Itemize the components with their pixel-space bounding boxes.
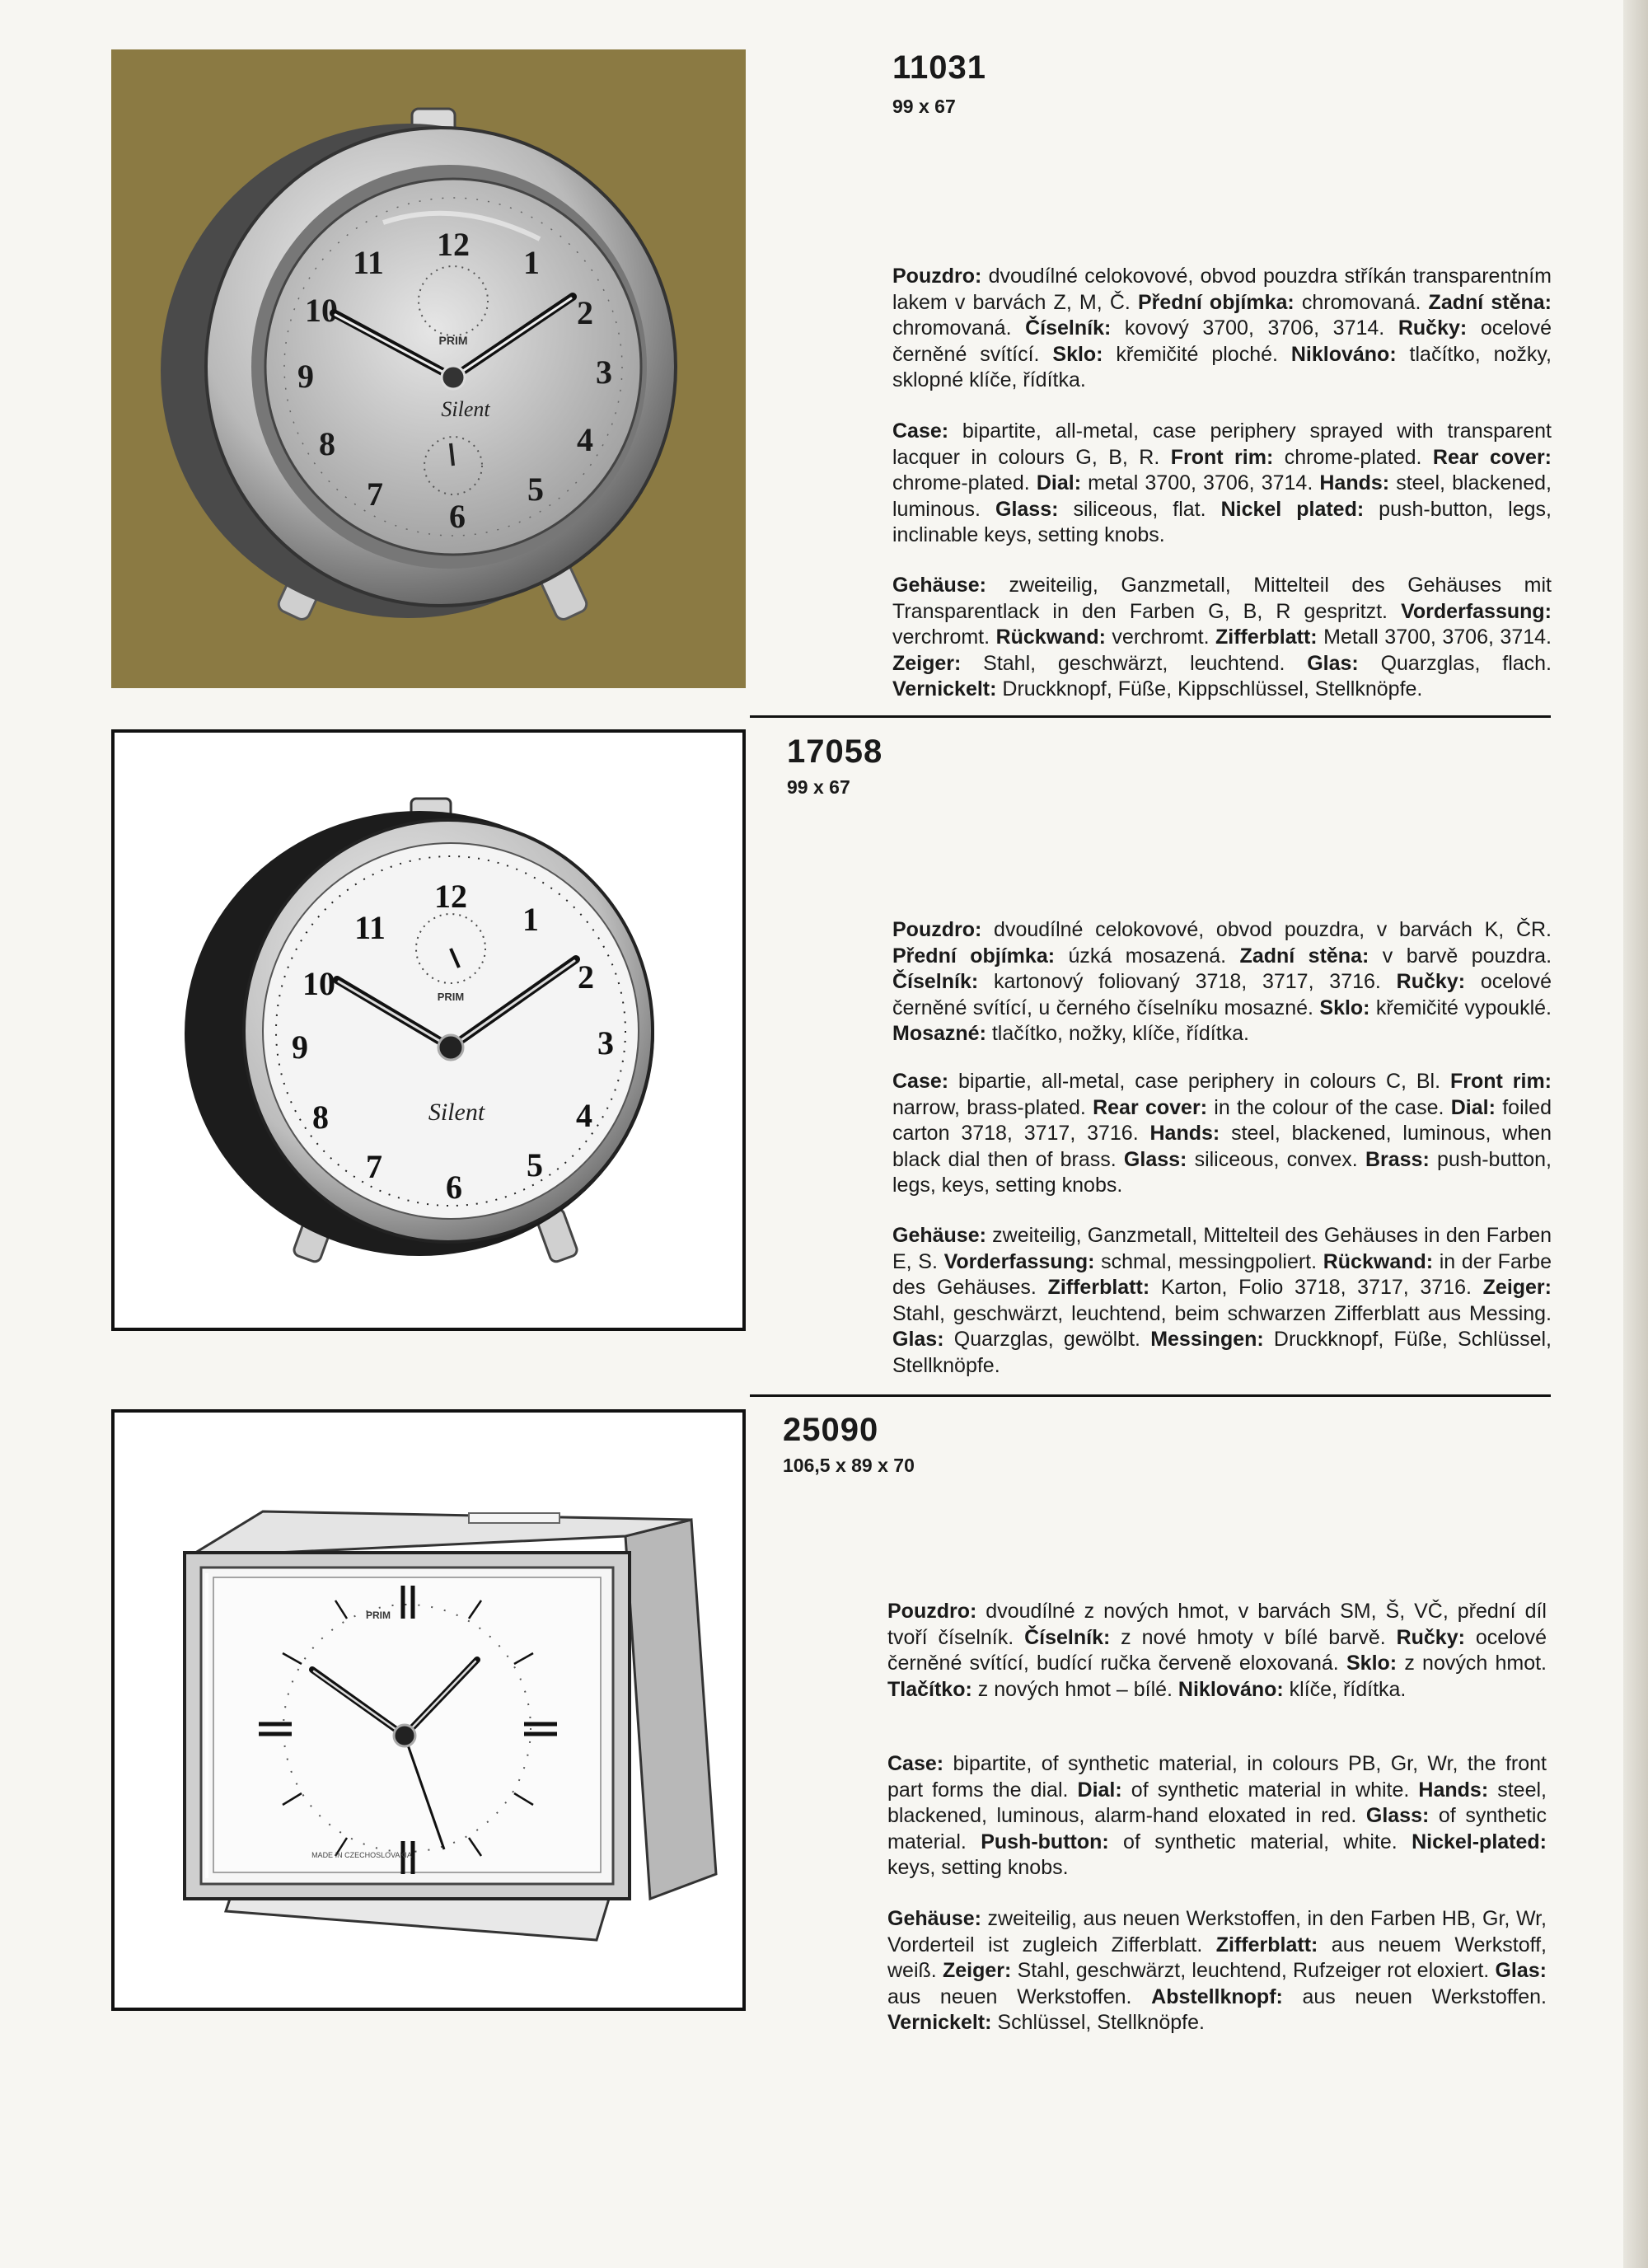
- paragraph-cz: [892, 917, 1552, 1047]
- text: siliceous, flat.: [1058, 497, 1221, 521]
- product-dimensions: 99 x 67: [787, 776, 850, 798]
- text: Quarzglas, gewölbt.: [943, 1328, 1151, 1351]
- description-en: [887, 1751, 1547, 1881]
- dial-numeral-12: 12: [437, 226, 470, 263]
- label: Glass:: [995, 497, 1059, 521]
- text: Metall 3700, 3706, 3714.: [1317, 626, 1552, 649]
- text: křemičité vypouklé.: [1369, 996, 1552, 1019]
- paragraph-en: [887, 1751, 1547, 1881]
- dial-numeral-5: 5: [527, 471, 544, 508]
- dial-numeral-10: 10: [302, 965, 335, 1002]
- text: křemičité ploché.: [1103, 342, 1291, 366]
- text: of synthetic material.: [887, 1804, 1547, 1853]
- label: Přední objímka:: [1137, 290, 1295, 314]
- label: Niklováno:: [1177, 1677, 1284, 1701]
- text: push-button, legs, inclinable keys, setting knobs.: [892, 497, 1552, 546]
- clock-illustration-11031: [111, 49, 746, 688]
- text: zweiteilig, Ganzmetall, Mittelteil des Gehäuses in den Farben E, S.: [892, 1224, 1552, 1273]
- text: chrome-plated.: [1273, 445, 1433, 469]
- text: schmal, messingpoliert.: [1094, 1249, 1323, 1273]
- text: verchromt.: [1105, 626, 1216, 649]
- label: Přední objímka:: [892, 944, 1056, 968]
- dial-numeral-2: 2: [578, 958, 594, 996]
- label: Rückwand:: [1323, 1249, 1434, 1273]
- label: Abstellknopf:: [1151, 1984, 1283, 2008]
- label: Zeiger:: [942, 1959, 1012, 1982]
- label: Číselník:: [892, 970, 979, 993]
- dial-numeral-9: 9: [297, 358, 314, 395]
- dial-signature: Silent: [428, 1099, 485, 1126]
- text: aus neuen Werkstoffen.: [887, 1984, 1152, 2008]
- label: Brass:: [1365, 1147, 1430, 1171]
- product-photo-17058: [111, 729, 746, 1331]
- label: Ručky:: [1398, 316, 1468, 340]
- text: keys, setting knobs.: [887, 1856, 1069, 1879]
- dial-numeral-12: 12: [434, 878, 467, 915]
- label: Gehäuse:: [892, 1224, 986, 1247]
- dial-numeral-1: 1: [522, 901, 539, 938]
- label: Messingen:: [1150, 1328, 1264, 1351]
- dial-numeral-4: 4: [576, 1097, 592, 1134]
- label: Zeiger:: [1482, 1276, 1552, 1299]
- product-dimensions: 106,5 x 89 x 70: [783, 1455, 915, 1476]
- text: tlačítko, nožky, sklopné klíče, řídítka.: [892, 342, 1552, 391]
- label: Hands:: [1149, 1122, 1220, 1145]
- label: Vorderfassung:: [1401, 599, 1552, 623]
- label: Rear cover:: [1432, 445, 1552, 469]
- text: kovový 3700, 3706, 3714.: [1111, 316, 1398, 340]
- text: Druckknopf, Füße, Kippschlüssel, Stellknöpfe.: [996, 677, 1423, 701]
- text: z nové hmoty v bílé barvě.: [1110, 1625, 1397, 1649]
- text: zweiteilig, aus neuen Werkstoffen, in den Farben HB, Gr, Wr, Vorderteil ist zugleich Zifferblatt.: [887, 1907, 1547, 1956]
- section-divider: [750, 715, 1551, 718]
- text: steel, blackened, luminous.: [892, 471, 1552, 521]
- description-de: [892, 1223, 1552, 1379]
- label: Rear cover:: [1093, 1095, 1208, 1119]
- text: Druckknopf, Füße, Schlüssel, Stellknöpfe.: [892, 1328, 1552, 1377]
- text: chromovaná.: [1294, 290, 1429, 314]
- label: Hands:: [1418, 1778, 1489, 1802]
- label: Sklo:: [1319, 996, 1370, 1019]
- text: in the colour of the case.: [1207, 1095, 1451, 1119]
- label: Gehäuse:: [892, 574, 986, 597]
- label: Glas:: [892, 1328, 944, 1351]
- clock-illustration-17058: [115, 733, 742, 1328]
- page-edge: [1623, 0, 1648, 2268]
- dial-numeral-7: 7: [367, 476, 383, 513]
- text: bipartie, all-metal, case periphery in colours C, Bl.: [948, 1070, 1450, 1093]
- text: ocelové černěné svítící.: [892, 316, 1552, 366]
- label: Case:: [892, 419, 949, 443]
- label: Vorderfassung:: [943, 1249, 1095, 1273]
- text: metal 3700, 3706, 3714.: [1081, 471, 1320, 494]
- label: Ručky:: [1396, 970, 1466, 993]
- product-photo-11031: [111, 49, 746, 688]
- text: aus neuen Werkstoffen.: [1282, 1984, 1547, 2008]
- text: z nových hmot – bílé.: [971, 1677, 1178, 1701]
- label: Dial:: [1036, 471, 1082, 494]
- text: dvoudílné celokovové, obvod pouzdra, v barvách K, ČR.: [981, 918, 1552, 941]
- product-dimensions: 99 x 67: [892, 96, 956, 117]
- text: Schlüssel, Stellknöpfe.: [991, 2011, 1205, 2034]
- product-code: 11031: [892, 49, 987, 86]
- dial-numeral-5: 5: [527, 1146, 543, 1183]
- dial-numeral-6: 6: [449, 498, 466, 535]
- text: bipartite, of synthetic material, in colours PB, Gr, Wr, the front part forms the dial.: [887, 1752, 1547, 1802]
- label: Vernickelt:: [887, 2011, 992, 2034]
- text: foiled carton 3718, 3717, 3716.: [892, 1095, 1552, 1145]
- label: Pouzdro:: [892, 918, 982, 941]
- label: Glass:: [1123, 1147, 1187, 1171]
- label: Zeiger:: [892, 651, 962, 675]
- dial-numeral-8: 8: [319, 425, 335, 462]
- description-en: [892, 419, 1552, 549]
- description-cz: [892, 917, 1552, 1047]
- text: Stahl, geschwärzt, leuchtend, Rufzeiger rot eloxiert.: [1011, 1959, 1496, 1982]
- text: Stahl, geschwärzt, leuchtend.: [961, 651, 1308, 675]
- product-code: 25090: [783, 1412, 879, 1448]
- label: Zifferblatt:: [1047, 1276, 1150, 1299]
- paragraph-de: [892, 1223, 1552, 1379]
- text: of synthetic material in white.: [1121, 1778, 1419, 1802]
- dial-footer-text: MADE IN CZECHOSLOVAKIA: [311, 1851, 412, 1859]
- label: Rückwand:: [995, 626, 1106, 649]
- label: Case:: [892, 1070, 949, 1093]
- label: Glas:: [1495, 1959, 1547, 1982]
- description-de: [887, 1906, 1547, 2036]
- dial-numeral-7: 7: [366, 1148, 382, 1185]
- dial-numeral-8: 8: [312, 1099, 329, 1136]
- paragraph-de: [887, 1906, 1547, 2036]
- text: steel, blackened, luminous, when black dial then of brass.: [892, 1122, 1552, 1171]
- text: of synthetic material, white.: [1108, 1830, 1412, 1853]
- dial-numeral-11: 11: [353, 244, 384, 281]
- label: Dial:: [1450, 1095, 1496, 1119]
- label: Push-button:: [981, 1830, 1109, 1853]
- dial-numeral-1: 1: [523, 244, 540, 281]
- text: push-button, legs, keys, setting knobs.: [892, 1147, 1552, 1197]
- paragraph-en: [892, 1069, 1552, 1199]
- label: Gehäuse:: [887, 1907, 981, 1930]
- label: Glass:: [1365, 1804, 1430, 1827]
- label: Zadní stěna:: [1428, 290, 1552, 314]
- text: in der Farbe des Gehäuses.: [892, 1249, 1552, 1299]
- label: Front rim:: [1170, 445, 1274, 469]
- label: Nickel-plated:: [1412, 1830, 1547, 1853]
- text: ocelové černěné svítící, u černého číselníku mosazné.: [892, 970, 1552, 1019]
- dial-numeral-4: 4: [577, 421, 593, 458]
- paragraph-cz: [887, 1599, 1547, 1703]
- label: Sklo:: [1346, 1652, 1398, 1675]
- label: Glas:: [1307, 651, 1359, 675]
- text: kartonový foliovaný 3718, 3717, 3716.: [978, 970, 1397, 993]
- product-photo-25090: [111, 1409, 746, 2011]
- text: siliceous, convex.: [1187, 1147, 1365, 1171]
- description-en: [892, 1069, 1552, 1199]
- text: Quarzglas, flach.: [1358, 651, 1552, 675]
- label: Číselník:: [1024, 1625, 1111, 1649]
- text: chromovaná.: [892, 316, 1026, 340]
- paragraph-en: [892, 419, 1552, 549]
- label: Ručky:: [1396, 1625, 1465, 1649]
- text: z nových hmot.: [1397, 1652, 1547, 1675]
- text: v barvě pouzdra.: [1369, 944, 1552, 968]
- dial-numeral-9: 9: [292, 1029, 308, 1066]
- description-cz: [892, 264, 1552, 394]
- text: verchromt.: [892, 626, 996, 649]
- text: chrome-plated.: [892, 471, 1037, 494]
- label: Zadní stěna:: [1239, 944, 1369, 968]
- label: Pouzdro:: [887, 1600, 977, 1623]
- dial-numeral-3: 3: [596, 354, 612, 391]
- product-code: 17058: [787, 733, 883, 770]
- text: dvoudílné celokovové, obvod pouzdra stříkán transparentním lakem v barvách Z, M, Č.: [892, 265, 1552, 314]
- text: dvoudílné z nových hmot, v barvách SM, Š, VČ, přední díl tvoří číselník.: [887, 1600, 1547, 1649]
- text: steel, blackened, luminous, alarm-hand eloxated in red.: [887, 1778, 1547, 1827]
- label: Dial:: [1077, 1778, 1122, 1802]
- text: aus neuem Werkstoff, weiß.: [887, 1933, 1547, 1982]
- description-cz: [887, 1599, 1547, 1703]
- dial-numeral-3: 3: [597, 1024, 614, 1061]
- label: Číselník:: [1025, 316, 1112, 340]
- label: Zifferblatt:: [1215, 626, 1318, 649]
- text: ocelové černěné svítící, budící ručka červeně eloxovaná.: [887, 1625, 1547, 1675]
- dial-numeral-2: 2: [577, 294, 593, 331]
- text: tlačítko, nožky, klíče, řídítka.: [986, 1022, 1249, 1045]
- text: úzká mosazená.: [1055, 944, 1240, 968]
- paragraph-de: [892, 573, 1552, 703]
- dial-brand-logo: PRIM: [438, 334, 468, 347]
- label: Case:: [887, 1752, 944, 1775]
- text: Karton, Folio 3718, 3717, 3716.: [1149, 1276, 1483, 1299]
- section-divider: [750, 1394, 1551, 1397]
- label: Vernickelt:: [892, 677, 997, 701]
- dial-numeral-10: 10: [305, 292, 338, 329]
- label: Front rim:: [1449, 1070, 1552, 1093]
- text: narrow, brass-plated.: [892, 1095, 1093, 1119]
- paragraph-cz: [892, 264, 1552, 394]
- label: Sklo:: [1052, 342, 1103, 366]
- clock-illustration-25090: [115, 1413, 742, 2008]
- text: klíče, řídítka.: [1283, 1677, 1407, 1701]
- label: Pouzdro:: [892, 265, 982, 288]
- dial-brand-logo: PRIM: [366, 1610, 391, 1621]
- text: Stahl, geschwärzt, leuchtend, beim schwarzen Zifferblatt aus Messing.: [892, 1301, 1552, 1325]
- label: Nickel plated:: [1220, 497, 1365, 521]
- text: zweiteilig, Ganzmetall, Mittelteil des Gehäuses mit Transparentlack in den Farben G, B, R gespritzt.: [892, 574, 1552, 623]
- description-de: [892, 573, 1552, 703]
- label: Zifferblatt:: [1215, 1933, 1318, 1956]
- label: Mosazné:: [892, 1022, 986, 1045]
- dial-numeral-11: 11: [354, 909, 386, 946]
- label: Niklováno:: [1290, 342, 1397, 366]
- label: Tlačítko:: [887, 1677, 972, 1701]
- dial-numeral-6: 6: [446, 1169, 462, 1206]
- label: Hands:: [1319, 471, 1390, 494]
- dial-brand-logo: PRIM: [437, 991, 465, 1003]
- dial-signature: Silent: [441, 397, 490, 421]
- text: bipartite, all-metal, case periphery sprayed with transparent lacquer in colours G, B, R.: [892, 419, 1552, 469]
